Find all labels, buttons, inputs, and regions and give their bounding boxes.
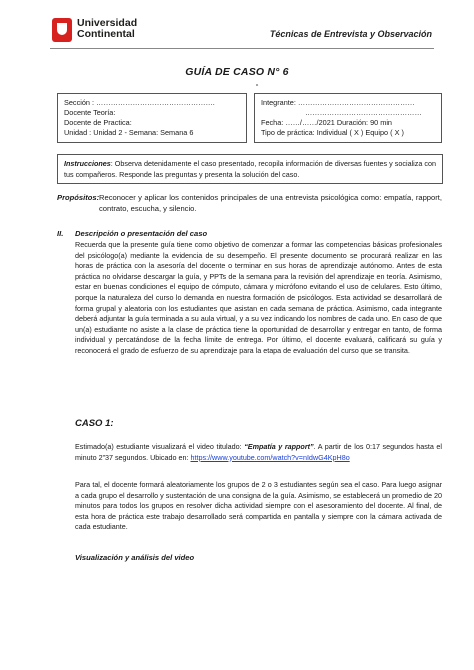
instructions-text: : Observa detenidamente el caso presentado, recopila información de diversas fuentes y socializa con tus compañeros. Responde las preguntas y presenta la solución del caso. — [64, 159, 436, 179]
integrante-field-continued: ………………………………………… — [305, 108, 422, 117]
caso-paragraph-2: Para tal, el docente formará aleatoriamente los grupos de 2 o 3 estudiantes según sea el caso. Para luego asignar a cada grupo el desarrollo y sustentación de una consigna de la guía. Asimismo, se establecerá un promedio de 20 minutos para todos los grupos en resolver dicha actividad siempre con el asesoramiento del docente. Al final, de esta hora de práctica este trabajo desarrollado será compartida en pantalla y siempre con la cámara activada de cada estudiante. — [75, 480, 442, 532]
university-logo — [52, 18, 172, 48]
logo-line2: Continental — [77, 28, 135, 40]
info-box-right — [254, 93, 442, 143]
caso-paragraph-1 — [75, 442, 442, 463]
logo-mark-icon — [52, 18, 72, 42]
purpose-label: Propósitos: — [57, 193, 100, 202]
page-title: GUÍA DE CASO N° 6 — [185, 66, 289, 78]
caso-title: CASO 1: — [75, 418, 114, 429]
video-link[interactable]: https://www.youtube.com/watch?v=nIdwG4KpH8o — [190, 452, 350, 462]
docente-practica-field: Docente de Practica: — [64, 118, 132, 127]
header-divider — [50, 48, 434, 49]
video-analysis-subtitle: Visualización y análisis del video — [75, 553, 195, 562]
info-box-left — [57, 93, 247, 143]
section-number: II. — [57, 229, 64, 238]
course-name: Técnicas de Entrevista y Observación — [269, 29, 432, 39]
purpose-text: Reconocer y aplicar los contenidos principales de una entrevista psicológica como: empatía, rapport, contrato, escucha, y silencio. — [99, 193, 442, 213]
fecha-field: Fecha: ……/……/2021 Duración: 90 min — [261, 118, 392, 127]
video-title: “Empatía y rapport” — [244, 442, 314, 451]
section-paragraph: Recuerda que la presente guía tiene como objetivo de comenzar a formar las competencias básicas profesionales del psicólogo(a) mediante la evidencia de su desempeño. El presente documento se procurará realizar en las horas de práctica con la asesoría del docente o terminar en sus horas de aprendizaje autónomo. Antes de esta práctica no olvidarse descargar la guía, y PPTs de la semana para la revisión del aprendizaje en teoría. Asimismo, estar en buenas condiciones el equipo de cómputo, cámara y micrófono evitando el uso de celulares. Esto último, porque la naturaleza del curso lo demanda en nuestra formación de psicólogos. Esta actividad se desarrollará de forma grupal y aleatoria con los estudiantes que asistan en cada semana de práctica. Asimismo, cada integrante deberá adjuntar la guía terminada a su aula virtual, y a su vez indicando los nombres de cada uno. En caso de que un(a) estudiante no asiste a la clase de práctica tiene la oportunidad de desarrollar y entregar en tanto, de forma individual y percatándose de la fecha límite de entrega. Por último, el docente evaluará, calificará su guía y reconocerá el grado de esfuerzo de su aprendizaje para la etapa de evaluación del curso que se transita. — [75, 240, 442, 355]
logo-line1: Universidad — [77, 17, 138, 29]
stray-mark: “ — [256, 84, 259, 91]
tipo-practica-field: Tipo de práctica: Individual ( X ) Equipo ( X ) — [261, 128, 404, 137]
integrante-field: Integrante: ………………………………………… — [261, 98, 415, 107]
section-title: Descripción o presentación del caso — [75, 229, 208, 238]
docente-teoria-field: Docente Teoría: — [64, 108, 116, 117]
unidad-field: Unidad : Unidad 2 - Semana: Semana 6 — [64, 128, 194, 137]
instructions-box — [57, 154, 443, 184]
section-field: Sección : …………………………………………. — [64, 98, 215, 107]
caso-p1-intro: Estimado(a) estudiante visualizará el video titulado: — [75, 442, 245, 451]
caso-p1-time: . A partir de los 0:17 segundos hasta el minuto 2”37 segundos. Ubicado en: — [75, 442, 442, 462]
instructions-label: Instrucciones — [64, 159, 111, 168]
